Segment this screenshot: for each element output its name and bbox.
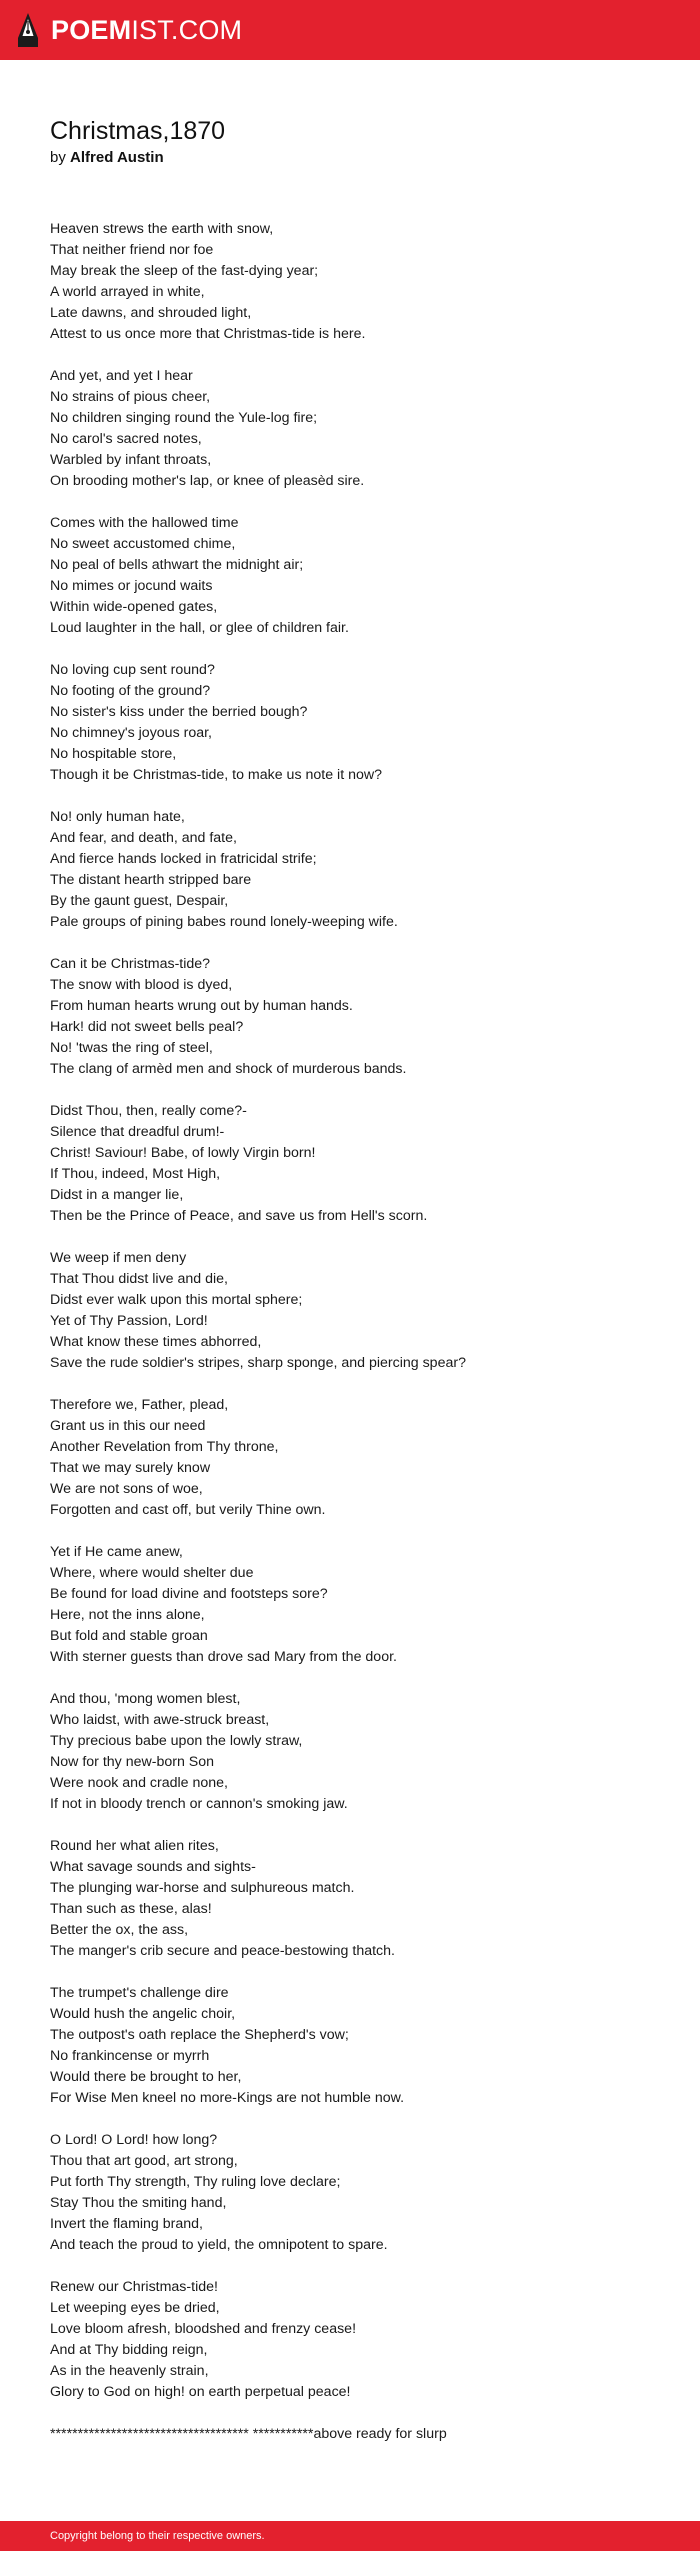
poem-line: No! only human hate, — [50, 809, 185, 825]
poem-stanza — [50, 807, 670, 933]
poem-line: Can it be Christmas-tide? — [50, 956, 211, 972]
poem-line: Christ! Saviour! Babe, of lowly Virgin born! — [50, 1145, 316, 1161]
poem-line: May break the sleep of the fast-dying year; — [50, 263, 319, 279]
poem-line: Yet of Thy Passion, Lord! — [50, 1313, 208, 1329]
poem-line: And yet, and yet I hear — [50, 368, 193, 384]
poem-line: Invert the flaming brand, — [50, 2216, 203, 2232]
poem-line: The manger's crib secure and peace-bestowing thatch. — [50, 1943, 395, 1959]
poem-line: O Lord! O Lord! how long? — [50, 2132, 218, 2148]
poem-line: Loud laughter in the hall, or glee of children fair. — [50, 620, 349, 636]
poem-line: As in the heavenly strain, — [50, 2363, 209, 2379]
poem-line: The snow with blood is dyed, — [50, 977, 233, 993]
poem-line: Thy precious babe upon the lowly straw, — [50, 1733, 303, 1749]
poem-line: On brooding mother's lap, or knee of pleasèd sire. — [50, 473, 365, 489]
poem-line: The distant hearth stripped bare — [50, 872, 252, 888]
author-link[interactable]: Alfred Austin — [70, 149, 164, 166]
poem-line: Better the ox, the ass, — [50, 1922, 189, 1938]
poem-stanza — [50, 1101, 670, 1227]
poem-stanza — [50, 660, 670, 786]
poem-line: Warbled by infant throats, — [50, 452, 212, 468]
poem-line: But fold and stable groan — [50, 1628, 208, 1644]
poem-line: A world arrayed in white, — [50, 284, 205, 300]
poem-body — [50, 219, 670, 2445]
poem-line: Heaven strews the earth with snow, — [50, 221, 274, 237]
poem-line: The trumpet's challenge dire — [50, 1985, 229, 2001]
poem-line: Didst in a manger lie, — [50, 1187, 184, 1203]
poem-line: That Thou didst live and die, — [50, 1271, 228, 1287]
poem-line: What savage sounds and sights- — [50, 1859, 256, 1875]
poem-line: Another Revelation from Thy throne, — [50, 1439, 279, 1455]
poem-line: Didst ever walk upon this mortal sphere; — [50, 1292, 303, 1308]
copyright-text: Copyright belong to their respective owners. — [50, 2530, 265, 2542]
poem-line: Yet if He came anew, — [50, 1544, 183, 1560]
poem-stanza — [50, 954, 670, 1080]
poem-line: No footing of the ground? — [50, 683, 211, 699]
poem-line: Where, where would shelter due — [50, 1565, 254, 1581]
poem-line: Renew our Christmas-tide! — [50, 2279, 218, 2295]
poem-line: Be found for load divine and footsteps sore? — [50, 1586, 328, 1602]
poem-line: Hark! did not sweet bells peal? — [50, 1019, 244, 1035]
poem-line: We weep if men deny — [50, 1250, 187, 1266]
poem-line: Put forth Thy strength, Thy ruling love declare; — [50, 2174, 341, 2190]
poem-line: The clang of armèd men and shock of murderous bands. — [50, 1061, 407, 1077]
poem-line: Grant us in this our need — [50, 1418, 206, 1434]
poem-line: And fierce hands locked in fratricidal strife; — [50, 851, 317, 867]
byline — [50, 148, 164, 168]
poem-line: No! 'twas the ring of steel, — [50, 1040, 213, 1056]
poem-line: Within wide-opened gates, — [50, 599, 218, 615]
pen-nib-icon — [17, 12, 39, 48]
poem-line: Forgotten and cast off, but verily Thine own. — [50, 1502, 326, 1518]
poem-stanza — [50, 1248, 670, 1374]
poem-stanza — [50, 366, 670, 492]
poem-line: Love bloom afresh, bloodshed and frenzy cease! — [50, 2321, 357, 2337]
poem-line: No loving cup sent round? — [50, 662, 215, 678]
poem-stanza — [50, 1395, 670, 1521]
poem-line: If not in bloody trench or cannon's smoking jaw. — [50, 1796, 348, 1812]
poem-stanza — [50, 1689, 670, 1815]
poem-line: Let weeping eyes be dried, — [50, 2300, 220, 2316]
site-header — [0, 0, 700, 60]
poem-line: No chimney's joyous roar, — [50, 725, 212, 741]
poem-line: Who laidst, with awe-struck breast, — [50, 1712, 270, 1728]
site-logo[interactable] — [17, 12, 242, 48]
poem-line: Then be the Prince of Peace, and save us from Hell's scorn. — [50, 1208, 428, 1224]
poem-line: The plunging war-horse and sulphureous match. — [50, 1880, 355, 1896]
poem-line: From human hearts wrung out by human hands. — [50, 998, 353, 1014]
poem-stanza — [50, 2277, 670, 2403]
poem-line: No carol's sacred notes, — [50, 431, 202, 447]
poem-line: No mimes or jocund waits — [50, 578, 213, 594]
poem-line: Thou that art good, art strong, — [50, 2153, 238, 2169]
poem-line: Than such as these, alas! — [50, 1901, 212, 1917]
poem-line: No frankincense or myrrh — [50, 2048, 210, 2064]
poem-line: If Thou, indeed, Most High, — [50, 1166, 221, 1182]
poem-line: What know these times abhorred, — [50, 1334, 262, 1350]
poem-line: And thou, 'mong women blest, — [50, 1691, 241, 1707]
poem-line: Would there be brought to her, — [50, 2069, 242, 2085]
poem-line: Now for thy new-born Son — [50, 1754, 215, 1770]
poem-line: Save the rude soldier's stripes, sharp sponge, and piercing spear? — [50, 1355, 466, 1371]
poem-line: Would hush the angelic choir, — [50, 2006, 236, 2022]
poem-line: Comes with the hallowed time — [50, 515, 239, 531]
poem-title: Christmas,1870 — [50, 117, 226, 145]
poem-note: ************************************ ***********above ready for slurp — [50, 2426, 447, 2442]
poem-line: With sterner guests than drove sad Mary from the door. — [50, 1649, 397, 1665]
poem-line: We are not sons of woe, — [50, 1481, 203, 1497]
poem-line: Didst Thou, then, really come?- — [50, 1103, 247, 1119]
poem-stanza — [50, 219, 670, 345]
poem-line: Attest to us once more that Christmas-tide is here. — [50, 326, 366, 342]
brand-name: POEMIST.COM — [51, 14, 243, 45]
poem-stanza — [50, 513, 670, 639]
poem-line: Round her what alien rites, — [50, 1838, 219, 1854]
poem-line: That we may surely know — [50, 1460, 211, 1476]
poem-line: No hospitable store, — [50, 746, 177, 762]
poem-line: That neither friend nor foe — [50, 242, 214, 258]
poem-line: No children singing round the Yule-log fire; — [50, 410, 318, 426]
poem-line: And at Thy bidding reign, — [50, 2342, 208, 2358]
poem-line: No strains of pious cheer, — [50, 389, 211, 405]
poem-line: Here, not the inns alone, — [50, 1607, 205, 1623]
poem-line: No sweet accustomed chime, — [50, 536, 236, 552]
poem-line: The outpost's oath replace the Shepherd's vow; — [50, 2027, 349, 2043]
poem-line: No sister's kiss under the berried bough? — [50, 704, 308, 720]
poem-stanza — [50, 1836, 670, 1962]
poem-line: And teach the proud to yield, the omnipotent to spare. — [50, 2237, 388, 2253]
poem-line: Late dawns, and shrouded light, — [50, 305, 252, 321]
by-label: by — [50, 149, 66, 166]
poem-line: Were nook and cradle none, — [50, 1775, 228, 1791]
poem-line: By the gaunt guest, Despair, — [50, 893, 229, 909]
poem-line: And fear, and death, and fate, — [50, 830, 237, 846]
poem-line: Stay Thou the smiting hand, — [50, 2195, 227, 2211]
poem-line: No peal of bells athwart the midnight air; — [50, 557, 304, 573]
poem-line: Though it be Christmas-tide, to make us note it now? — [50, 767, 382, 783]
poem-line: Glory to God on high! on earth perpetual peace! — [50, 2384, 351, 2400]
poem-stanza — [50, 2130, 670, 2256]
poem-line: Silence that dreadful drum!- — [50, 1124, 225, 1140]
poem-line: Therefore we, Father, plead, — [50, 1397, 229, 1413]
site-footer — [0, 2521, 700, 2551]
poem-line: Pale groups of pining babes round lonely-weeping wife. — [50, 914, 398, 930]
poem-line: For Wise Men kneel no more-Kings are not humble now. — [50, 2090, 405, 2106]
poem-stanza — [50, 1542, 670, 1668]
poem-stanza — [50, 1983, 670, 2109]
